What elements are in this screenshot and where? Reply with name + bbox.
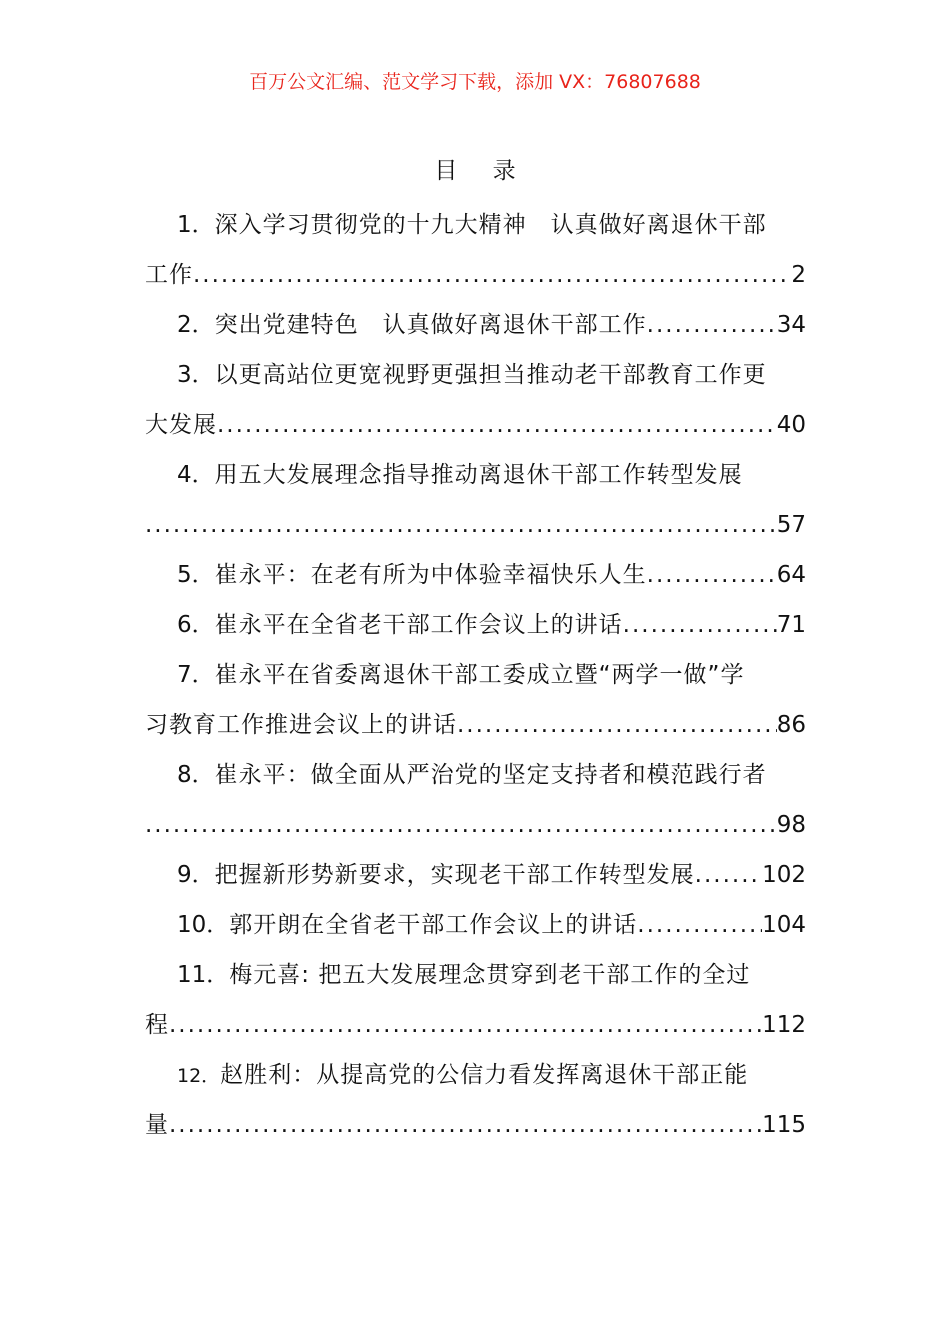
toc-entry-page: 104 [762, 912, 806, 938]
dot-leader [169, 1000, 762, 1050]
dot-leader [145, 800, 777, 850]
toc-entry-title: 以更高站位更宽视野更强担当推动老干部教育工作更 [214, 362, 767, 388]
toc-entry-10[interactable] [145, 900, 806, 950]
toc-entry-title-cont: 工作 [145, 262, 193, 288]
toc-entry-page: 2 [791, 262, 806, 288]
toc-entry-label [177, 300, 647, 350]
toc-entry-number: 3． [177, 362, 215, 388]
toc-entry-7-cont[interactable] [145, 700, 806, 750]
toc-entry-page: 57 [776, 512, 806, 538]
dot-leader [647, 300, 777, 350]
toc-entry-page: 71 [776, 612, 806, 638]
toc-entry-page: 102 [762, 862, 806, 888]
toc-entry-3-cont[interactable] [145, 400, 806, 450]
toc-entry-number: 11． [177, 962, 230, 988]
toc-entry-title: 用五大发展理念指导推动离退休干部工作转型发展 [214, 462, 743, 488]
toc-entry-7[interactable] [145, 650, 806, 700]
toc-entry-title: 梅元喜: 把五大发展理念贯穿到老干部工作的全过 [229, 962, 751, 988]
toc-entry-title: 郭开朗在全省老干部工作会议上的讲话 [229, 912, 638, 938]
page-title: 目 录 [434, 158, 530, 184]
toc-entry-4[interactable] [145, 450, 806, 500]
toc-entry-label [177, 900, 637, 950]
toc-entry-number: 2． [177, 312, 215, 338]
toc-entry-page: 86 [776, 712, 806, 738]
toc-entry-title: 崔永平在省委离退休干部工委成立暨“两学一做”学 [214, 662, 745, 688]
table-of-contents [145, 200, 806, 1150]
toc-entry-page: 64 [776, 562, 806, 588]
toc-entry-title: 崔永平：做全面从严治党的坚定支持者和模范践行者 [214, 762, 767, 788]
toc-entry-3[interactable] [145, 350, 806, 400]
toc-entry-title-cont: 程 [145, 1012, 169, 1038]
toc-entry-title-cont: 大发展 [145, 412, 217, 438]
toc-entry-title: 把握新形势新要求，实现老干部工作转型发展 [214, 862, 695, 888]
toc-entry-page: 34 [776, 312, 806, 338]
toc-entry-title: 崔永平在全省老干部工作会议上的讲话 [214, 612, 623, 638]
toc-entry-page: 98 [776, 812, 806, 838]
toc-entry-12-cont[interactable] [145, 1100, 806, 1150]
dot-leader [145, 500, 777, 550]
toc-entry-8-cont[interactable] [145, 800, 806, 850]
toc-entry-title: 崔永平：在老有所为中体验幸福快乐人生 [214, 562, 647, 588]
dot-leader [457, 700, 777, 750]
toc-entry-8[interactable] [145, 750, 806, 800]
toc-entry-9[interactable] [145, 850, 806, 900]
toc-entry-number: 4． [177, 462, 215, 488]
toc-entry-title: 深入学习贯彻党的十九大精神 认真做好离退休干部 [214, 212, 767, 238]
toc-entry-11[interactable] [145, 950, 806, 1000]
toc-entry-1[interactable] [145, 200, 806, 250]
toc-entry-title-cont: 习教育工作推进会议上的讲话 [145, 712, 457, 738]
dot-leader [193, 250, 791, 300]
toc-entry-title: 突出党建特色 认真做好离退休干部工作 [214, 312, 647, 338]
toc-entry-number: 9． [177, 862, 215, 888]
toc-entry-label [177, 850, 695, 900]
dot-leader [637, 900, 762, 950]
toc-entry-title-cont: 量 [145, 1112, 169, 1138]
header-note: 百万公文汇编、范文学习下载，添加 VX：76807688 [249, 71, 701, 93]
toc-entry-number: 6． [177, 612, 215, 638]
toc-entry-page: 112 [762, 1012, 806, 1038]
toc-entry-number: 7． [177, 662, 215, 688]
toc-entry-5[interactable] [145, 550, 806, 600]
dot-leader [647, 550, 777, 600]
toc-entry-11-cont[interactable] [145, 1000, 806, 1050]
toc-entry-number: 1． [177, 212, 215, 238]
toc-entry-6[interactable] [145, 600, 806, 650]
toc-entry-2[interactable] [145, 300, 806, 350]
toc-entry-page: 40 [776, 412, 806, 438]
toc-entry-title: 赵胜利：从提高党的公信力看发挥离退休干部正能 [220, 1062, 749, 1088]
toc-entry-4-cont[interactable] [145, 500, 806, 550]
toc-entry-page: 115 [762, 1112, 806, 1138]
toc-entry-number: 12． [177, 1065, 221, 1087]
toc-entry-number: 10． [177, 912, 230, 938]
dot-leader [695, 850, 762, 900]
toc-entry-label [177, 600, 623, 650]
toc-entry-number: 5． [177, 562, 215, 588]
toc-entry-12[interactable] [145, 1050, 806, 1100]
toc-entry-label [177, 550, 647, 600]
toc-entry-1-cont[interactable] [145, 250, 806, 300]
dot-leader [217, 400, 777, 450]
dot-leader [623, 600, 777, 650]
toc-entry-number: 8． [177, 762, 215, 788]
dot-leader [169, 1100, 762, 1150]
